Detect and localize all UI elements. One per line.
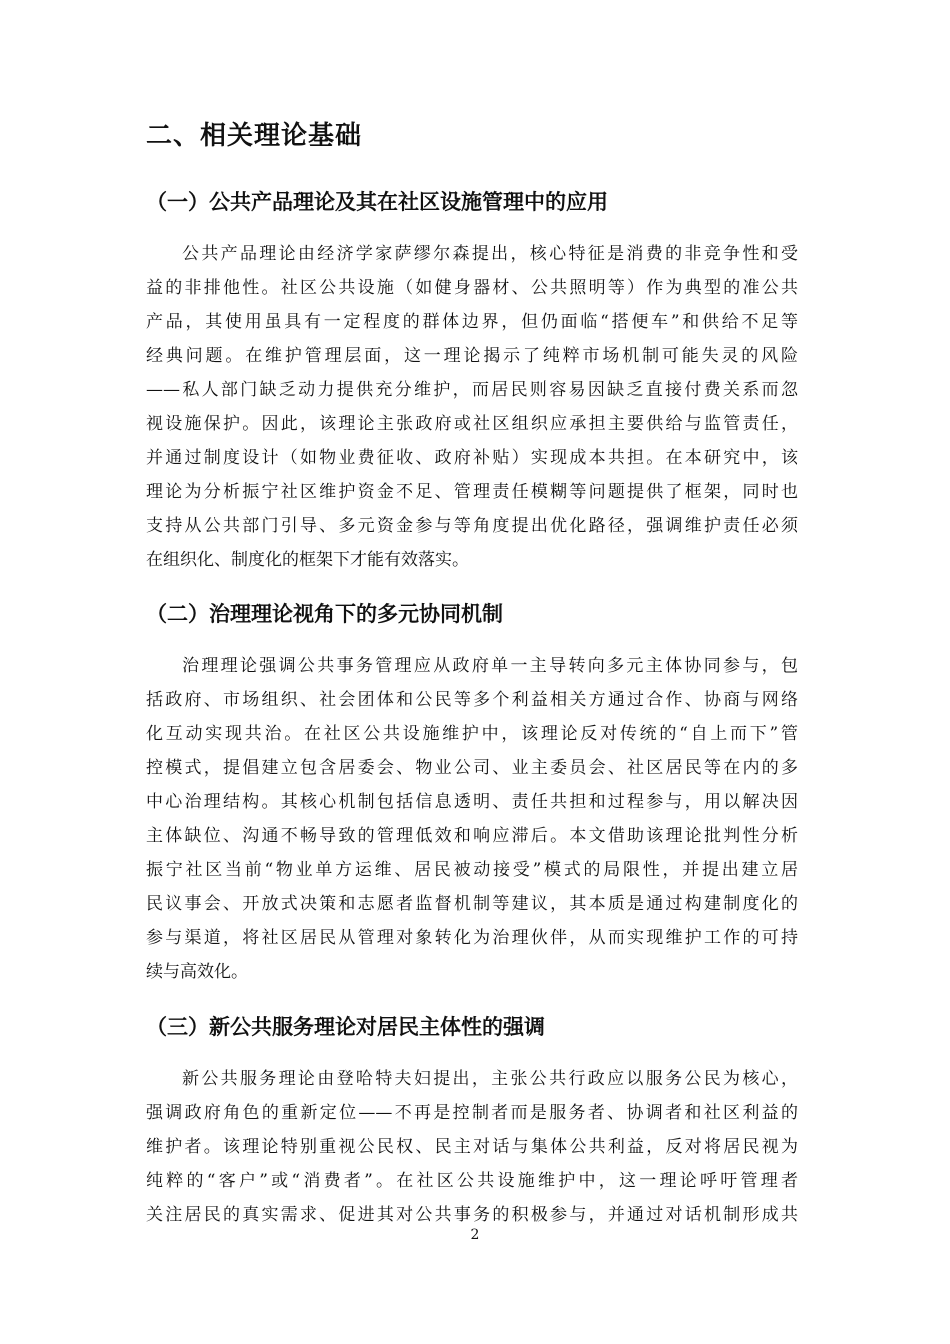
paragraph-line: 并通过制度设计（如物业费征收、政府补贴）实现成本共担。在本研究中，该 [146,448,798,468]
paragraph-line: 理论为分析振宁社区维护资金不足、管理责任模糊等问题提供了框架，同时也 [146,482,798,502]
paragraph-line: 控模式，提倡建立包含居委会、物业公司、业主委员会、社区居民等在内的多 [146,758,798,778]
section-2-paragraph [146,649,798,989]
paragraph-line: 新公共服务理论由登哈特夫妇提出，主张公共行政应以服务公民为核心， [182,1069,798,1089]
paragraph-line: 括政府、市场组织、社会团体和公民等多个利益相关方通过合作、协商与网络 [146,690,798,710]
paragraph-line: 益的非排他性。社区公共设施（如健身器材、公共照明等）作为典型的准公共 [146,278,798,298]
paragraph-line: 续与高效化。 [146,962,248,982]
section-3-title: （三）新公共服务理论对居民主体性的强调 [146,1015,545,1039]
paragraph-line: 强调政府角色的重新定位——不再是控制者而是服务者、协调者和社区利益的 [146,1103,798,1123]
paragraph-line: 化互动实现共治。在社区公共设施维护中，该理论反对传统的“自上而下”管 [146,724,798,744]
paragraph-line: 经典问题。在维护管理层面，这一理论揭示了纯粹市场机制可能失灵的风险 [146,346,798,366]
section-1-title: （一）公共产品理论及其在社区设施管理中的应用 [146,190,608,214]
paragraph-line: 产品，其使用虽具有一定程度的群体边界，但仍面临“搭便车”和供给不足等 [146,312,798,332]
paragraph-line: 主体缺位、沟通不畅导致的管理低效和响应滞后。本文借助该理论批判性分析 [146,826,798,846]
paragraph-line: 维护者。该理论特别重视公民权、民主对话与集体公共利益，反对将居民视为 [146,1137,798,1157]
paragraph-line: 治理理论强调公共事务管理应从政府单一主导转向多元主体协同参与，包 [182,656,798,676]
section-3-paragraph [146,1062,798,1232]
section-1-paragraph [146,237,798,577]
paragraph-line: 振宁社区当前“物业单方运维、居民被动接受”模式的局限性，并提出建立居 [146,860,798,880]
paragraph-line: 支持从公共部门引导、多元资金参与等角度提出优化路径，强调维护责任必须 [146,516,798,536]
paragraph-line: 关注居民的真实需求、促进其对公共事务的积极参与，并通过对话机制形成共 [146,1205,798,1225]
paragraph-line: 在组织化、制度化的框架下才能有效落实。 [146,550,469,570]
paragraph-line: 纯粹的“客户”或“消费者”。在社区公共设施维护中，这一理论呼吁管理者 [146,1171,798,1191]
paragraph-line: 公共产品理论由经济学家萨缪尔森提出，核心特征是消费的非竞争性和受 [182,244,798,264]
chapter-heading: 二、相关理论基础 [146,121,363,151]
paragraph-line: ——私人部门缺乏动力提供充分维护，而居民则容易因缺乏直接付费关系而忽 [146,380,798,400]
section-2-title: （二）治理理论视角下的多元协同机制 [146,602,503,626]
paragraph-line: 参与渠道，将社区居民从管理对象转化为治理伙伴，从而实现维护工作的可持 [146,928,798,948]
paragraph-line: 视设施保护。因此，该理论主张政府或社区组织应承担主要供给与监管责任， [146,414,798,434]
paragraph-line: 民议事会、开放式决策和志愿者监督机制等建议，其本质是通过构建制度化的 [146,894,798,914]
paragraph-line: 中心治理结构。其核心机制包括信息透明、责任共担和过程参与，用以解决因 [146,792,798,812]
page-number: 2 [470,1227,480,1243]
